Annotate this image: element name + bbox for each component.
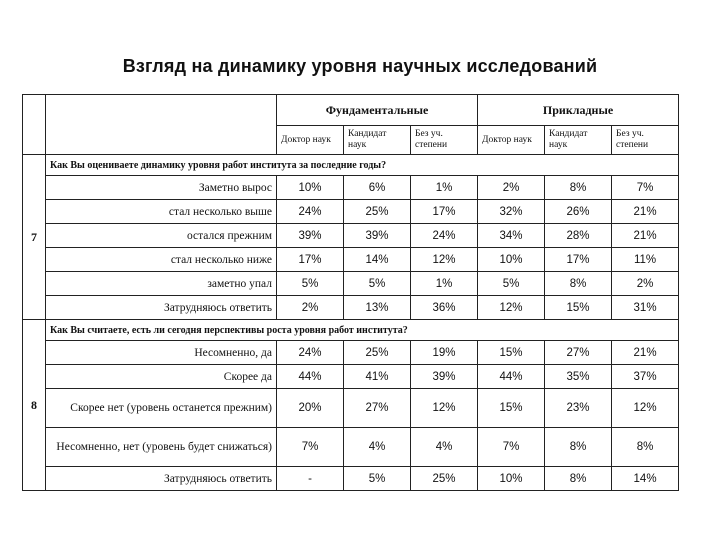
subheader-cell: Без уч. степени	[612, 126, 679, 155]
group-header-applied: Прикладные	[478, 95, 679, 126]
percent-cell: 14%	[344, 248, 411, 272]
percent-cell: 32%	[478, 200, 545, 224]
percent-cell: 8%	[545, 272, 612, 296]
subheader-cell: Кандидат наук	[545, 126, 612, 155]
subheader-cell: Доктор наук	[277, 126, 344, 155]
percent-cell: 2%	[612, 272, 679, 296]
question-number: 8	[23, 320, 46, 491]
group-header-fundamental: Фундаментальные	[277, 95, 478, 126]
percent-cell: 37%	[612, 365, 679, 389]
table-row	[23, 224, 679, 248]
table-row	[23, 176, 679, 200]
percent-cell: 15%	[545, 296, 612, 320]
percent-cell: 35%	[545, 365, 612, 389]
percent-cell: 21%	[612, 224, 679, 248]
percent-cell: 2%	[478, 176, 545, 200]
percent-cell: 39%	[411, 365, 478, 389]
answer-label: Несомненно, нет (уровень будет снижаться)	[46, 428, 277, 467]
percent-cell: 8%	[545, 428, 612, 467]
corner-cell	[46, 95, 277, 155]
percent-cell: 24%	[277, 200, 344, 224]
percent-cell: 15%	[478, 389, 545, 428]
percent-cell: 8%	[612, 428, 679, 467]
question-row	[23, 320, 679, 341]
answer-label: остался прежним	[46, 224, 277, 248]
table-row	[23, 200, 679, 224]
subheader-cell: Кандидат наук	[344, 126, 411, 155]
percent-cell: 44%	[478, 365, 545, 389]
percent-cell: 34%	[478, 224, 545, 248]
corner-cell	[23, 95, 46, 155]
percent-cell: 19%	[411, 341, 478, 365]
percent-cell: 7%	[478, 428, 545, 467]
percent-cell: 4%	[344, 428, 411, 467]
table-row	[23, 248, 679, 272]
percent-cell: 5%	[277, 272, 344, 296]
percent-cell: 2%	[277, 296, 344, 320]
percent-cell: 26%	[545, 200, 612, 224]
answer-label: Затрудняюсь ответить	[46, 296, 277, 320]
percent-cell: 25%	[411, 467, 478, 491]
percent-cell: 17%	[545, 248, 612, 272]
percent-cell: 25%	[344, 341, 411, 365]
percent-cell: 8%	[545, 467, 612, 491]
percent-cell: 11%	[612, 248, 679, 272]
question-text: Как Вы оцениваете динамику уровня работ института за последние годы?	[46, 155, 679, 176]
percent-cell: 5%	[478, 272, 545, 296]
percent-cell: 27%	[545, 341, 612, 365]
percent-cell: 12%	[478, 296, 545, 320]
answer-label: Заметно вырос	[46, 176, 277, 200]
answer-label: стал несколько ниже	[46, 248, 277, 272]
answer-label: заметно упал	[46, 272, 277, 296]
percent-cell: 6%	[344, 176, 411, 200]
table-row	[23, 428, 679, 467]
percent-cell: 44%	[277, 365, 344, 389]
percent-cell: 10%	[478, 248, 545, 272]
percent-cell: 39%	[277, 224, 344, 248]
percent-cell: 10%	[478, 467, 545, 491]
subheader-cell: Доктор наук	[478, 126, 545, 155]
percent-cell: 5%	[344, 272, 411, 296]
answer-label: Скорее да	[46, 365, 277, 389]
percent-cell: 21%	[612, 341, 679, 365]
table-row	[23, 467, 679, 491]
percent-cell: 21%	[612, 200, 679, 224]
percent-cell: 20%	[277, 389, 344, 428]
percent-cell: 5%	[344, 467, 411, 491]
percent-cell: 7%	[612, 176, 679, 200]
percent-cell: 14%	[612, 467, 679, 491]
percent-cell: 28%	[545, 224, 612, 248]
table-row	[23, 389, 679, 428]
percent-cell: 7%	[277, 428, 344, 467]
percent-cell: 12%	[612, 389, 679, 428]
answer-label: Скорее нет (уровень останется прежним)	[46, 389, 277, 428]
percent-cell: 1%	[411, 272, 478, 296]
question-text: Как Вы считаете, есть ли сегодня перспективы роста уровня работ института?	[46, 320, 679, 341]
question-number: 7	[23, 155, 46, 320]
percent-cell: 36%	[411, 296, 478, 320]
percent-cell: 24%	[277, 341, 344, 365]
survey-table	[22, 94, 679, 491]
percent-cell: 17%	[277, 248, 344, 272]
percent-cell: 23%	[545, 389, 612, 428]
table-row	[23, 365, 679, 389]
answer-label: стал несколько выше	[46, 200, 277, 224]
percent-cell: 31%	[612, 296, 679, 320]
percent-cell: 24%	[411, 224, 478, 248]
percent-cell: 27%	[344, 389, 411, 428]
answer-label: Затрудняюсь ответить	[46, 467, 277, 491]
percent-cell: 13%	[344, 296, 411, 320]
question-row	[23, 155, 679, 176]
percent-cell: 25%	[344, 200, 411, 224]
table-row	[23, 272, 679, 296]
page-title: Взгляд на динамику уровня научных исследований	[122, 56, 598, 76]
percent-cell: -	[277, 467, 344, 491]
percent-cell: 1%	[411, 176, 478, 200]
subheader-cell: Без уч. степени	[411, 126, 478, 155]
percent-cell: 12%	[411, 389, 478, 428]
percent-cell: 41%	[344, 365, 411, 389]
percent-cell: 10%	[277, 176, 344, 200]
table-row	[23, 341, 679, 365]
table-row	[23, 296, 679, 320]
answer-label: Несомненно, да	[46, 341, 277, 365]
percent-cell: 12%	[411, 248, 478, 272]
percent-cell: 4%	[411, 428, 478, 467]
group-header-row	[23, 95, 679, 126]
percent-cell: 17%	[411, 200, 478, 224]
percent-cell: 39%	[344, 224, 411, 248]
percent-cell: 8%	[545, 176, 612, 200]
percent-cell: 15%	[478, 341, 545, 365]
